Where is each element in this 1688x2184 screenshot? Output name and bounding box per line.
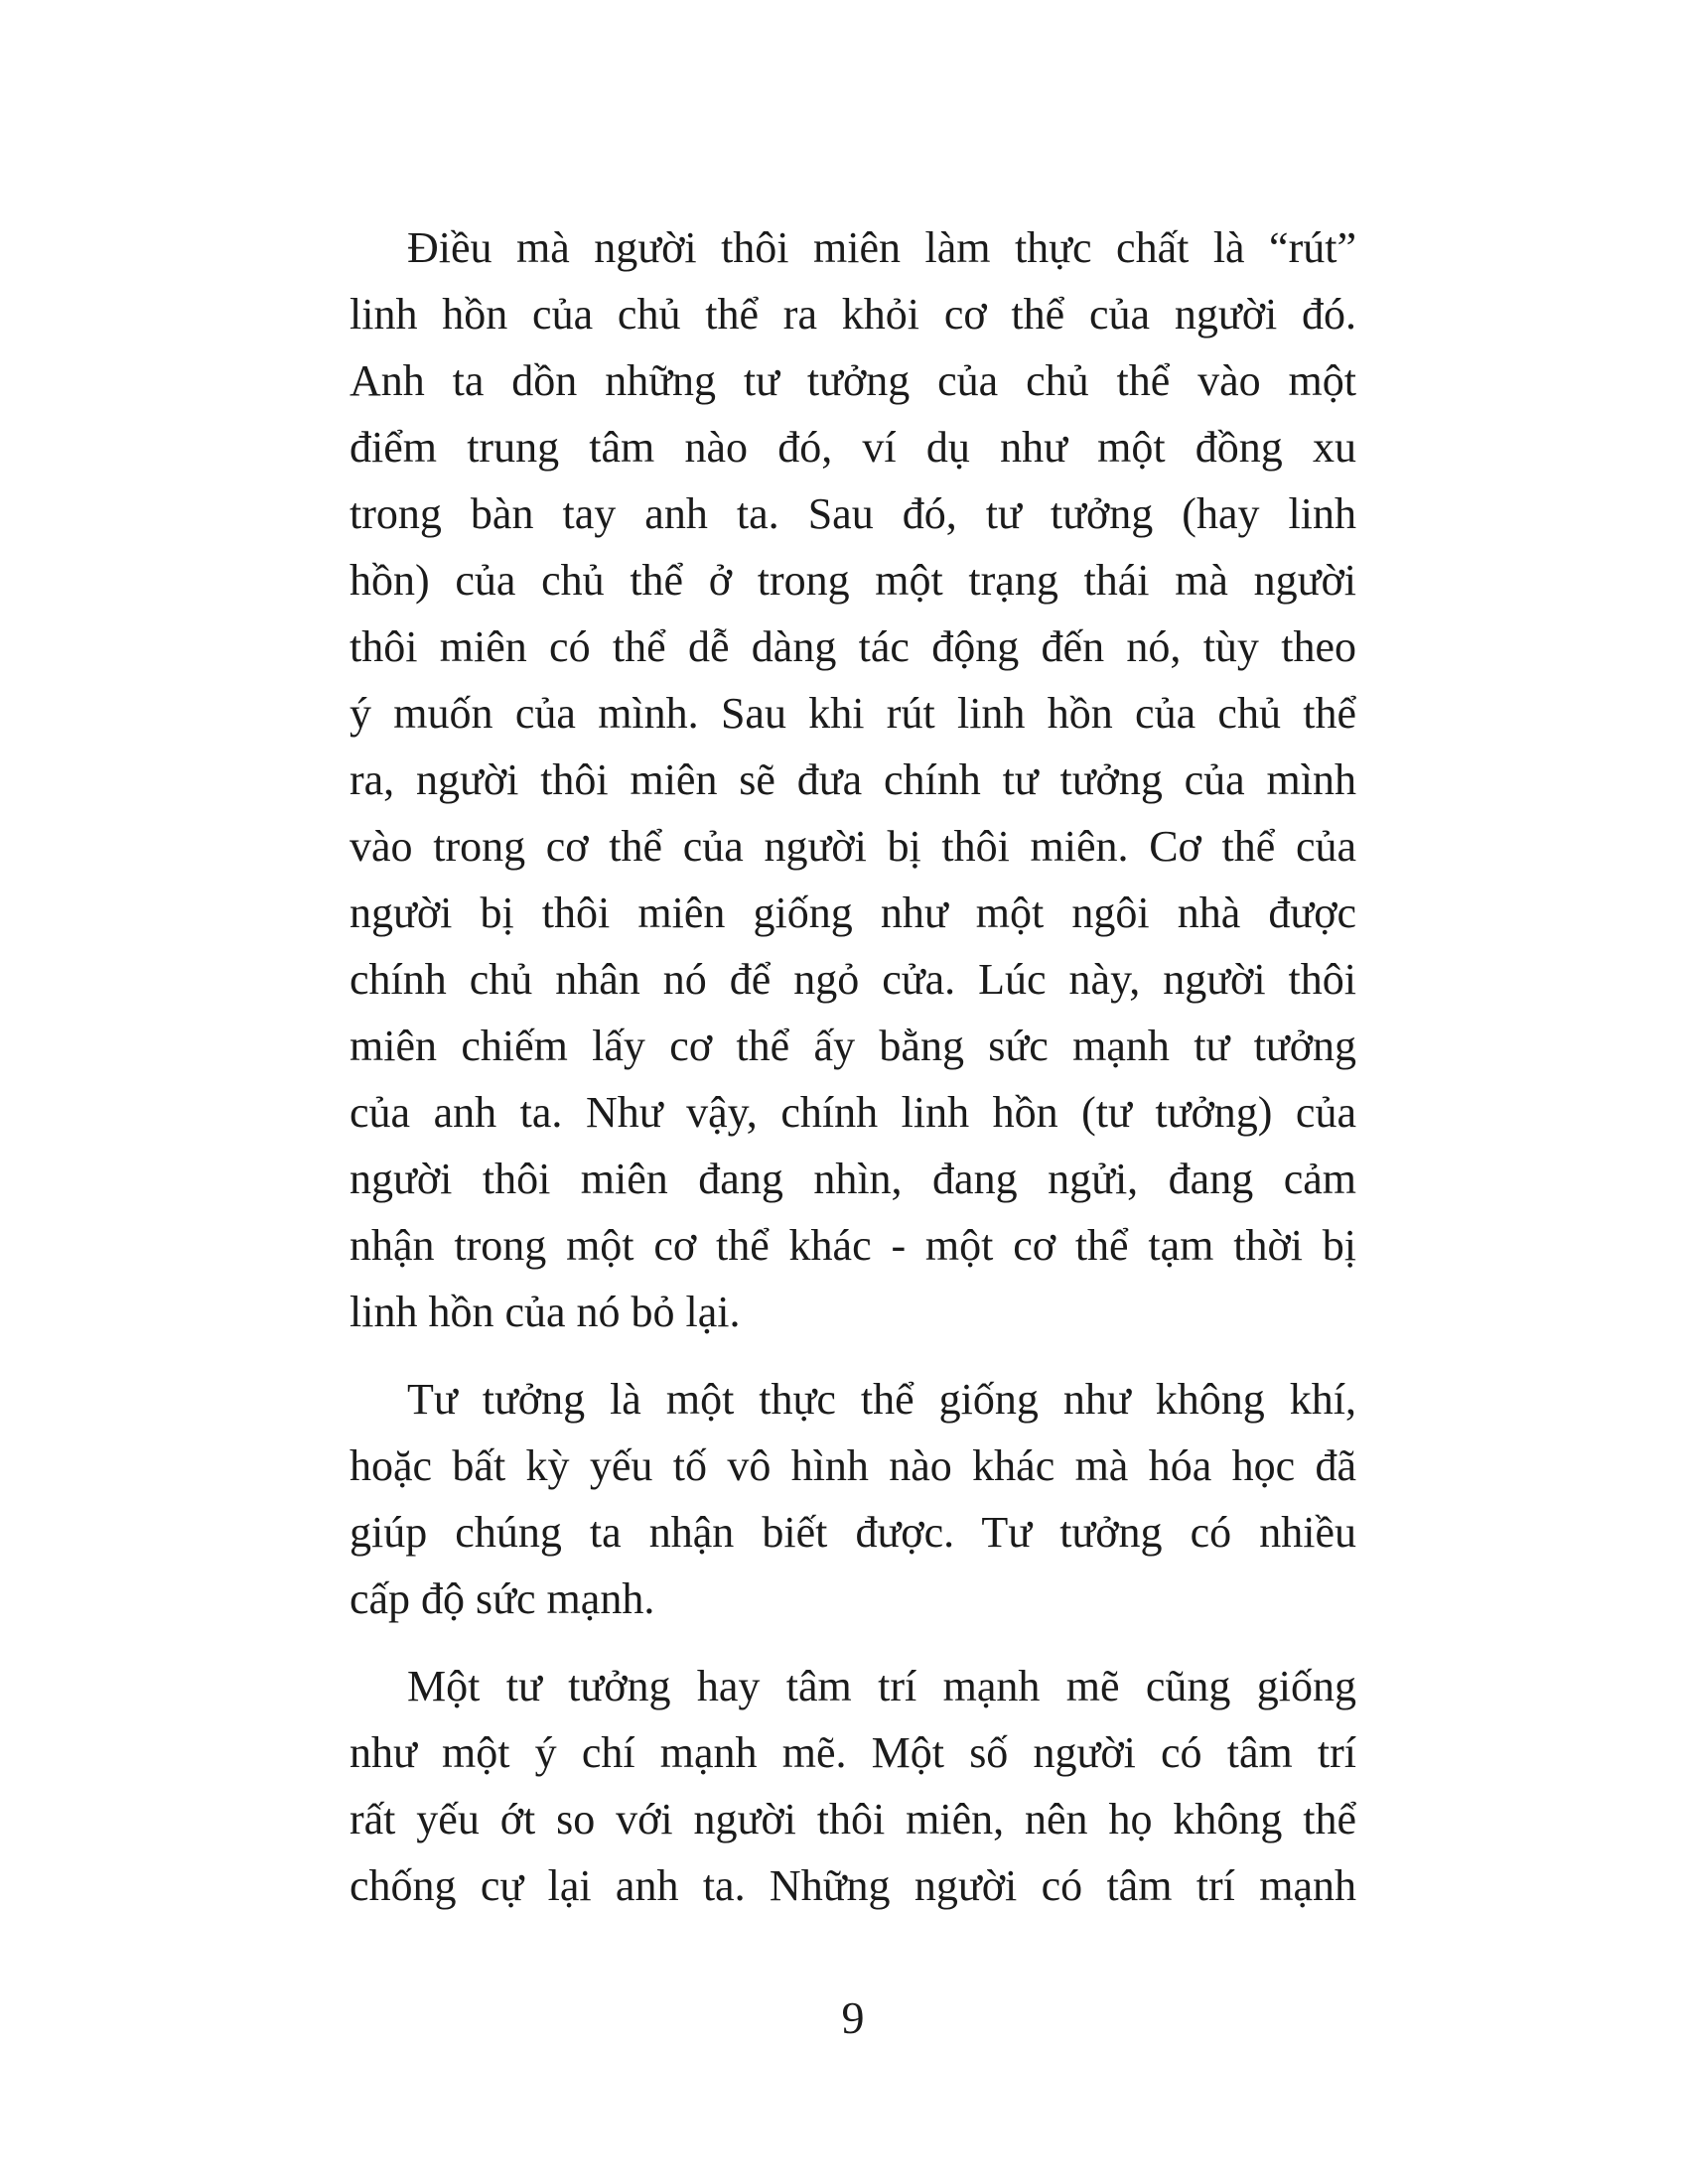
text-line: linh hồn của nó bỏ lại. (350, 1288, 741, 1336)
text-line: linh hồn của chủ thể ra khỏi cơ thể của người đó. (350, 290, 1356, 339)
text-line: người bị thôi miên giống như một ngôi nhà được (350, 888, 1356, 937)
text-line: điểm trung tâm nào đó, ví dụ như một đồng xu (350, 423, 1356, 472)
text-line: Một tư tưởng hay tâm trí mạnh mẽ cũng giống (407, 1662, 1356, 1710)
text-line: của anh ta. Như vậy, chính linh hồn (tư tưởng) của (350, 1088, 1356, 1137)
text-line: miên chiếm lấy cơ thể ấy bằng sức mạnh tư tưởng (350, 1022, 1356, 1070)
text-line: chính chủ nhân nó để ngỏ cửa. Lúc này, người thôi (350, 955, 1356, 1004)
text-line: trong bàn tay anh ta. Sau đó, tư tưởng (hay linh (350, 489, 1356, 538)
text-line: thôi miên có thể dễ dàng tác động đến nó, tùy theo (350, 622, 1356, 671)
body-text (350, 214, 1356, 1919)
text-line: hồn) của chủ thể ở trong một trạng thái mà người (350, 556, 1356, 605)
paragraph-1 (350, 214, 1356, 1345)
text-line: giúp chúng ta nhận biết được. Tư tưởng có nhiều (350, 1508, 1356, 1557)
text-line: người thôi miên đang nhìn, đang ngửi, đang cảm (350, 1155, 1356, 1203)
paragraph-2 (350, 1366, 1356, 1632)
text-line: ra, người thôi miên sẽ đưa chính tư tưởng của mình (350, 755, 1356, 804)
text-line: Anh ta dồn những tư tưởng của chủ thể vào một (350, 356, 1356, 405)
text-line: cấp độ sức mạnh. (350, 1574, 655, 1623)
text-line: nhận trong một cơ thể khác - một cơ thể tạm thời bị (350, 1221, 1356, 1270)
text-line: hoặc bất kỳ yếu tố vô hình nào khác mà hóa học đã (350, 1441, 1356, 1490)
text-line: Điều mà người thôi miên làm thực chất là “rút” (407, 223, 1356, 272)
text-line: rất yếu ớt so với người thôi miên, nên họ không thể (350, 1795, 1356, 1843)
text-line: vào trong cơ thể của người bị thôi miên. Cơ thể của (350, 822, 1356, 871)
text-line: Tư tưởng là một thực thể giống như không khí, (407, 1375, 1356, 1424)
text-line: chống cự lại anh ta. Những người có tâm trí mạnh (350, 1861, 1356, 1910)
text-line: ý muốn của mình. Sau khi rút linh hồn của chủ thể (350, 689, 1356, 738)
page-number: 9 (841, 1992, 865, 2043)
paragraph-3 (350, 1653, 1356, 1919)
text-line: như một ý chí mạnh mẽ. Một số người có tâm trí (350, 1728, 1356, 1777)
